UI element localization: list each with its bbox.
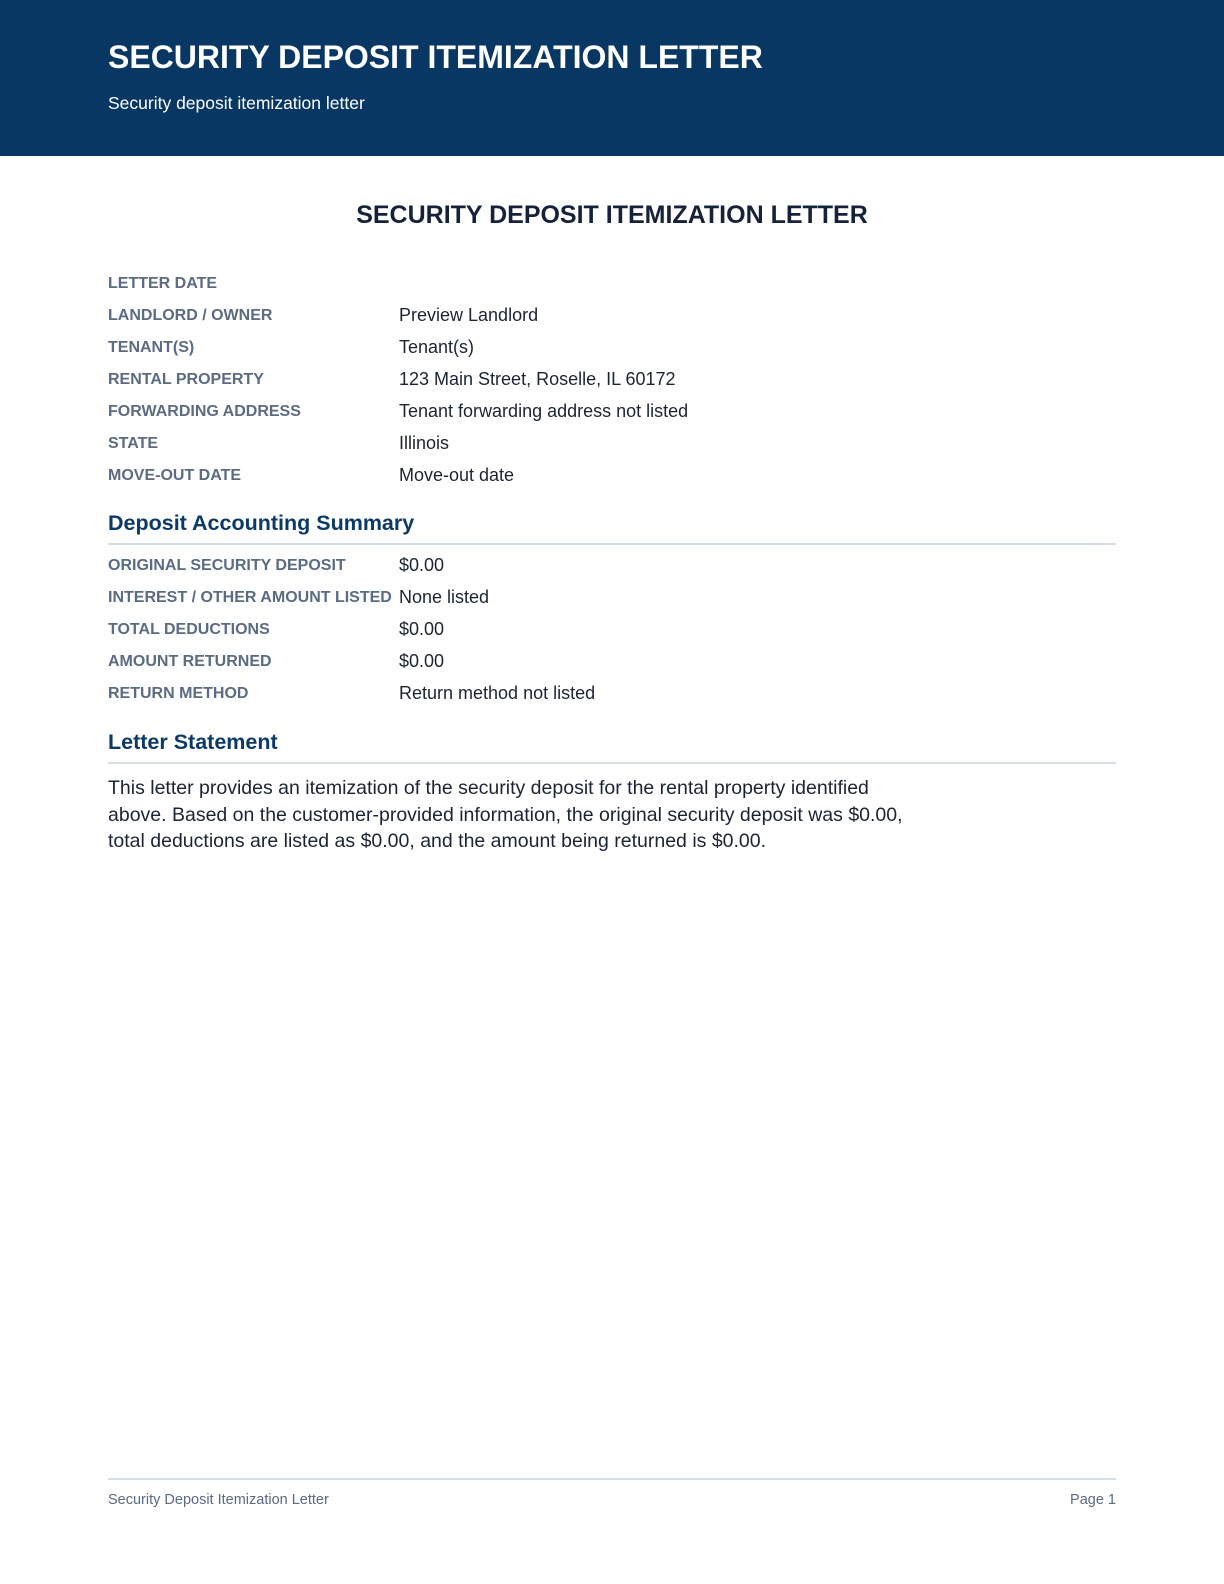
accounting-value: $0.00 — [399, 651, 445, 671]
detail-row-tenants — [108, 335, 1118, 361]
detail-label: TENANT(S) — [108, 339, 195, 356]
accounting-label: AMOUNT RETURNED — [108, 653, 272, 670]
banner-subtitle: Security deposit itemization letter — [108, 93, 365, 113]
accounting-row-return-method — [108, 681, 1118, 707]
accounting-label: ORIGINAL SECURITY DEPOSIT — [108, 557, 346, 574]
detail-value: Tenant(s) — [399, 337, 475, 357]
detail-row-state — [108, 431, 1118, 457]
footer-page-number: Page 1 — [1070, 1492, 1116, 1508]
accounting-row-amount-returned — [108, 649, 1118, 675]
accounting-value: Return method not listed — [399, 683, 596, 703]
detail-row-rental-property — [108, 367, 1118, 393]
detail-label: RENTAL PROPERTY — [108, 371, 264, 388]
detail-row-letter-date — [108, 271, 1118, 297]
detail-value: 123 Main Street, Roselle, IL 60172 — [399, 369, 676, 389]
accounting-value: None listed — [399, 587, 490, 607]
accounting-label: RETURN METHOD — [108, 685, 249, 702]
detail-value: Tenant forwarding address not listed — [399, 401, 689, 421]
accounting-value: $0.00 — [399, 555, 445, 575]
detail-value: Illinois — [399, 433, 450, 453]
detail-row-landlord — [108, 303, 1118, 329]
section-heading-statement: Letter Statement — [108, 728, 1116, 764]
detail-label: STATE — [108, 435, 159, 452]
detail-label: LETTER DATE — [108, 275, 218, 292]
detail-value: Move-out date — [399, 465, 515, 485]
detail-label: LANDLORD / OWNER — [108, 307, 273, 324]
header-banner — [0, 0, 1224, 156]
document-title: SECURITY DEPOSIT ITEMIZATION LETTER — [356, 201, 868, 229]
detail-label: MOVE-OUT DATE — [108, 467, 242, 484]
detail-row-move-out-date — [108, 463, 1118, 489]
accounting-row-interest — [108, 585, 1118, 611]
section-heading-accounting: Deposit Accounting Summary — [108, 509, 1116, 545]
footer-document-name: Security Deposit Itemization Letter — [108, 1492, 329, 1508]
footer-divider — [108, 1478, 1116, 1480]
banner-title: SECURITY DEPOSIT ITEMIZATION LETTER — [108, 39, 763, 75]
accounting-label: TOTAL DEDUCTIONS — [108, 621, 270, 638]
detail-row-forwarding-address — [108, 399, 1118, 425]
statement-paragraph: This letter provides an itemization of the security deposit for the rental property identified above. Based on the customer-provided information, the original security deposit was $0.00, total deductions are listed as $0.00, and the amount being returned is $0.00. — [108, 777, 903, 852]
accounting-row-original-deposit — [108, 553, 1118, 579]
accounting-row-total-deductions — [108, 617, 1118, 643]
detail-value: Preview Landlord — [399, 305, 539, 325]
accounting-value: $0.00 — [399, 619, 445, 639]
detail-label: FORWARDING ADDRESS — [108, 403, 301, 420]
accounting-label: INTEREST / OTHER AMOUNT LISTED — [108, 589, 392, 606]
